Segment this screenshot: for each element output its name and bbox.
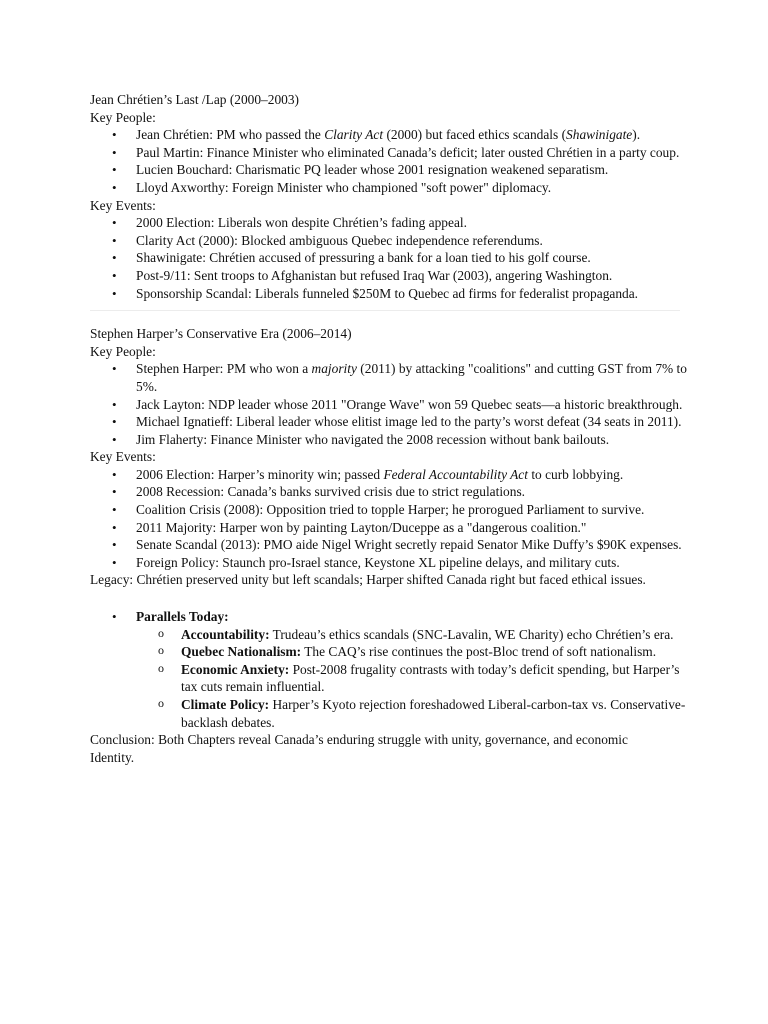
- list-item: • 2008 Recession: Canada’s banks survived crisis due to strict regulations.: [90, 483, 690, 501]
- document-page: [90, 91, 690, 766]
- parallels-list: [90, 608, 690, 731]
- list-item: • Foreign Policy: Staunch pro-Israel stance, Keystone XL pipeline delays, and military cuts.: [90, 554, 690, 572]
- sublist-item: o Climate Policy: Harper’s Kyoto rejection foreshadowed Liberal-carbon-tax vs. Conservative-backlash debates.: [90, 696, 690, 731]
- section1-title: Jean Chrétien’s Last /Lap (2000–2003): [90, 92, 299, 107]
- list-item: [90, 608, 690, 731]
- parallels-sublist: [90, 626, 690, 732]
- list-item: • 2000 Election: Liberals won despite Chrétien’s fading appeal.: [90, 214, 690, 232]
- section2-key-people-label: Key People:: [90, 343, 156, 359]
- section1-people-list: [90, 126, 690, 196]
- list-item: • Sponsorship Scandal: Liberals funneled $250M to Quebec ad firms for federalist propaganda.: [90, 285, 690, 303]
- sublist-item: o Accountability: Trudeau’s ethics scandals (SNC-Lavalin, WE Charity) echo Chrétien’s era.: [90, 626, 690, 644]
- legacy-paragraph: Legacy: Chrétien preserved unity but left scandals; Harper shifted Canada right but faced ethical issues.: [90, 572, 646, 588]
- section2-events-list: [90, 466, 690, 572]
- sublist-item: o Economic Anxiety: Post-2008 frugality contrasts with today’s deficit spending, but Harper’s tax cuts remain influential.: [90, 661, 690, 696]
- list-item: • Lloyd Axworthy: Foreign Minister who championed "soft power" diplomacy.: [90, 179, 690, 197]
- list-item: • Clarity Act (2000): Blocked ambiguous Quebec independence referendums.: [90, 232, 690, 250]
- list-item: • Senate Scandal (2013): PMO aide Nigel Wright secretly repaid Senator Mike Duffy’s $90K expenses.: [90, 536, 690, 554]
- list-item: • Shawinigate: Chrétien accused of pressuring a bank for a loan tied to his golf course.: [90, 249, 690, 267]
- section2-people-list: [90, 360, 690, 448]
- paragraph-spacer: [90, 589, 690, 608]
- list-item: • Michael Ignatieff: Liberal leader whose elitist image led to the party’s worst defeat (34 seats in 2011).: [90, 413, 690, 431]
- list-item: • Post-9/11: Sent troops to Afghanistan but refused Iraq War (2003), angering Washington.: [90, 267, 690, 285]
- section1-events-list: [90, 214, 690, 302]
- list-item: • 2011 Majority: Harper won by painting Layton/Duceppe as a "dangerous coalition.": [90, 519, 690, 537]
- section1-key-people-label: Key People:: [90, 109, 156, 125]
- list-item: • Jean Chrétien: PM who passed the Clarity Act (2000) but faced ethics scandals (Shawinigate).: [90, 126, 690, 144]
- list-item: • 2006 Election: Harper’s minority win; passed Federal Accountability Act to curb lobbying.: [90, 466, 690, 484]
- list-item: • Lucien Bouchard: Charismatic PQ leader whose 2001 resignation weakened separatism.: [90, 161, 690, 179]
- section-divider: [90, 310, 680, 311]
- list-item: • Paul Martin: Finance Minister who eliminated Canada’s deficit; later ousted Chrétien in a party coup.: [90, 144, 690, 162]
- sublist-item: o Quebec Nationalism: The CAQ’s rise continues the post-Bloc trend of soft nationalism.: [90, 643, 690, 661]
- list-item: • Coalition Crisis (2008): Opposition tried to topple Harper; he prorogued Parliament to survive.: [90, 501, 690, 519]
- section2-key-events-label: Key Events:: [90, 449, 156, 465]
- section2-title: Stephen Harper’s Conservative Era (2006–2014): [90, 326, 352, 342]
- conclusion-paragraph: Conclusion: Both Chapters reveal Canada’s enduring struggle with unity, governance, and economic Identity.: [90, 732, 628, 765]
- list-item: • Jack Layton: NDP leader whose 2011 "Orange Wave" won 59 Quebec seats—a historic breakthrough.: [90, 396, 690, 414]
- parallels-heading: Parallels Today:: [136, 609, 229, 625]
- section1-key-events-label: Key Events:: [90, 197, 156, 213]
- list-item: • Stephen Harper: PM who won a majority (2011) by attacking "coalitions" and cutting GST from 7% to 5%.: [90, 360, 690, 395]
- list-item: • Jim Flaherty: Finance Minister who navigated the 2008 recession without bank bailouts.: [90, 431, 690, 449]
